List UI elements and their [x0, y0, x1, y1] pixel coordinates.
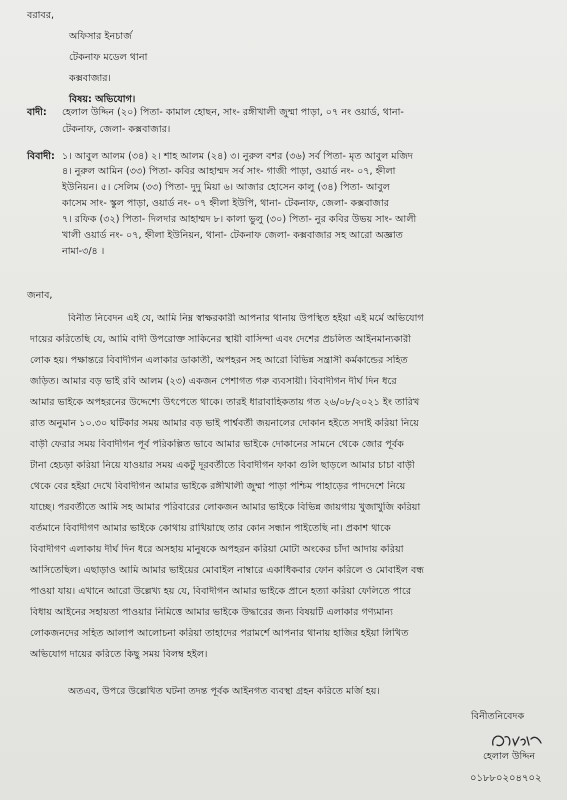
accused-line: খালী ওয়ার্ড নং- ০৭, হ্নীলা ইউনিয়ন, থানা- টেকনাফ জেলা- কক্সবাজার সহ আরো অজ্ঞাত	[62, 230, 403, 241]
body-line: বিবাদীগণ এলাকায় দীর্ঘ দিন ধরে অসহায় মানুষকে অপহরন করিয়া মোটা অংকের চাঁদা আদায় করিয়া	[30, 544, 404, 555]
body-line: টানা হেচড়া করিয়া নিয়ে যাওয়ার সময় একটু দূরবর্তীতে বিবাদীগন ফাকা গুলি ছাড়লে আমার চাচা বাড়ী	[30, 460, 415, 471]
accused-line: ইউনিয়ন। ৫। সেলিম (৩৩) পিতা- দুদু মিয়া ৬। আজার হোসেন কালু (৩৪) পিতা- আবুল	[62, 182, 390, 193]
subject-line	[69, 94, 135, 106]
subject-text: অভিযোগ।	[95, 94, 136, 105]
recipient-district: কক্সবাজার।	[69, 73, 111, 84]
complainant-line: টেকনাফ, জেলা- কক্সবাজার।	[62, 124, 171, 135]
body-line: আসিতেছিল। এছাড়াও আমি আমার ভাইয়ের মোবাইল নাম্বারে একাধিকবার ফোন করিলে ও মোবাইল বন্ধ	[30, 565, 424, 576]
complainant-label: বাদী:	[27, 107, 47, 118]
body-conclusion: অতএব, উপরে উল্লেখিত ঘটনা তদন্ত পূর্বক আইনগত ব্যবস্থা গ্রহন করিতে মর্জি হয়।	[68, 686, 380, 697]
body-line: জড়িত। আমার বড় ভাই রবি আলম (২৩) একজন পেশাগত গরু ব্যবসায়ী। বিবাদীগন দীর্ঘ দিন ধরে	[30, 376, 397, 387]
accused-line: ১। আবুল আলম (৩৪) ২। শাহ আলম (২৪) ৩। নুরুল বশর (৩৬) সর্ব পিতা- মৃত আবুল মজিদ	[62, 151, 413, 162]
accused-line: ৪। নুরুল আমিন (৩৩) পিতা- কবির আহাম্মদ সর্ব সাং- গাজী পাড়া, ওয়ার্ড নং- ০৭, হ্নীলা	[62, 166, 396, 177]
body-line: বাড়ী ফেরার সময় বিবাদীগন পূর্ব পরিকল্পিত ভাবে আমার ভাইকে দোকানের সামনে থেকে জোর পূর্বক	[30, 439, 404, 450]
recipient-officer: অফিসার ইনচার্জ	[69, 31, 132, 42]
recipient-to: বরাবর,	[27, 10, 55, 21]
body-line: অভিযোগ দায়ের করিতে কিছু সময় বিলম্ব হইল।	[30, 649, 208, 660]
handwritten-signature	[489, 731, 545, 751]
accused-line: কাসেম সাং- স্কুল পাড়া, ওয়ার্ড নং- ০৭ হ্নীলা ইউপি, থানা- টেকনাফ, জেলা- কক্সবাজার	[62, 198, 390, 209]
subject-label: বিষয়:	[69, 94, 92, 105]
body-line: লোক হয়। পক্ষান্তরে বিবাদীগন এলাকার ডাকাতী, অপহরন সহ আরো বিভিন্ন সন্ত্রাসী কর্মকান্ডের সহিত	[30, 355, 408, 366]
body-line: পাওয়া যায়। এখানে আরো উল্লেখ্য হয় যে, বিবাদীগন আমার ভাইকে প্রানে হত্যা করিয়া ফেলিতে পারে	[30, 586, 412, 597]
salutation: জনাব,	[27, 290, 53, 301]
accused-label: বিবাদী:	[27, 151, 55, 162]
sender-phone: ০১৮৮০২০৪৭০২	[470, 773, 542, 784]
sign-off: বিনীতনিবেদক	[471, 711, 525, 722]
accused-line: নামা-৩/৪ ।	[62, 246, 105, 257]
body-line: বর্তমানে বিবাদীগণ আমার ভাইকে কোথায় রাখিয়াছে তার কোন সন্ধান পাইতেছি না। প্রকাশ থাকে	[30, 523, 391, 534]
complainant-line: হেলাল উদ্দিন (২০) পিতা- কামাল হোছন, সাং- রঙ্গীখালী জুম্মা পাড়া, ০৭ নং ওয়ার্ড, থানা-	[62, 107, 404, 118]
sender-name: হেলাল উদ্দিন	[483, 751, 536, 762]
body-line: দায়ের করিতেছি যে, আমি বাদী উপরোক্ত সাকিনের স্থায়ী বাসিন্দা এবং দেশের প্রচলিত আইনমান্যকারী	[30, 334, 412, 345]
body-line: লোকজনদের সহিত আলাপ আলোচনা করিয়া তাহাদের পরামর্শে আপনার থানায় হাজির হইয়া লিখিত	[30, 628, 409, 639]
body-line: আমার ভাইকে অপহরনের উদ্দেশ্যে উৎপেতে থাকে। তারই ধারাবাহিকতায় গত ২৬/০৮/২০২১ ইং তারিখ	[30, 397, 420, 408]
body-line: বিনীত নিবেদন এই যে, আমি নিম্ন স্বাক্ষরকারী আপনার থানায় উপস্থিত হইয়া এই মর্মে অভিযোগ	[68, 313, 424, 324]
body-line: থেকে বের হইয়া দেখে বিবাদীগন আমার ভাইকে রঙ্গীখালী জুম্মা পাড়া পশ্চিম পাহাড়ের পাদদেশে নিয়ে	[30, 481, 406, 492]
body-line: রাত অনুমান ১০.৩০ ঘটিকার সময় আমার বড় ভাই পার্শ্ববর্তী জয়নালের দোকান হইতে সদাই করিয়া নিয়ে	[30, 418, 419, 429]
recipient-station: টেকনাফ মডেল থানা	[69, 52, 148, 63]
body-line: যাচ্ছে। পরবর্তীতে আমি সহ আমার পরিবারের লোকজন আমার ভাইকে বিভিন্ন জায়গায় খুজাখুজি করিয়া	[30, 502, 421, 513]
accused-line: ৭। রফিক (৩২) পিতা- দিলদার আহাম্মদ ৮। কালা ভুলু (৩০) পিতা- নুর কবির উভয় সাং- আলী	[62, 214, 417, 225]
body-line: বিধায় আইনের সহায়তা পাওয়ার নিমিত্তে আমার ভাইকে উদ্ধারের জন্য বিষয়টি এলাকার গণ্যমান্য	[30, 607, 393, 618]
